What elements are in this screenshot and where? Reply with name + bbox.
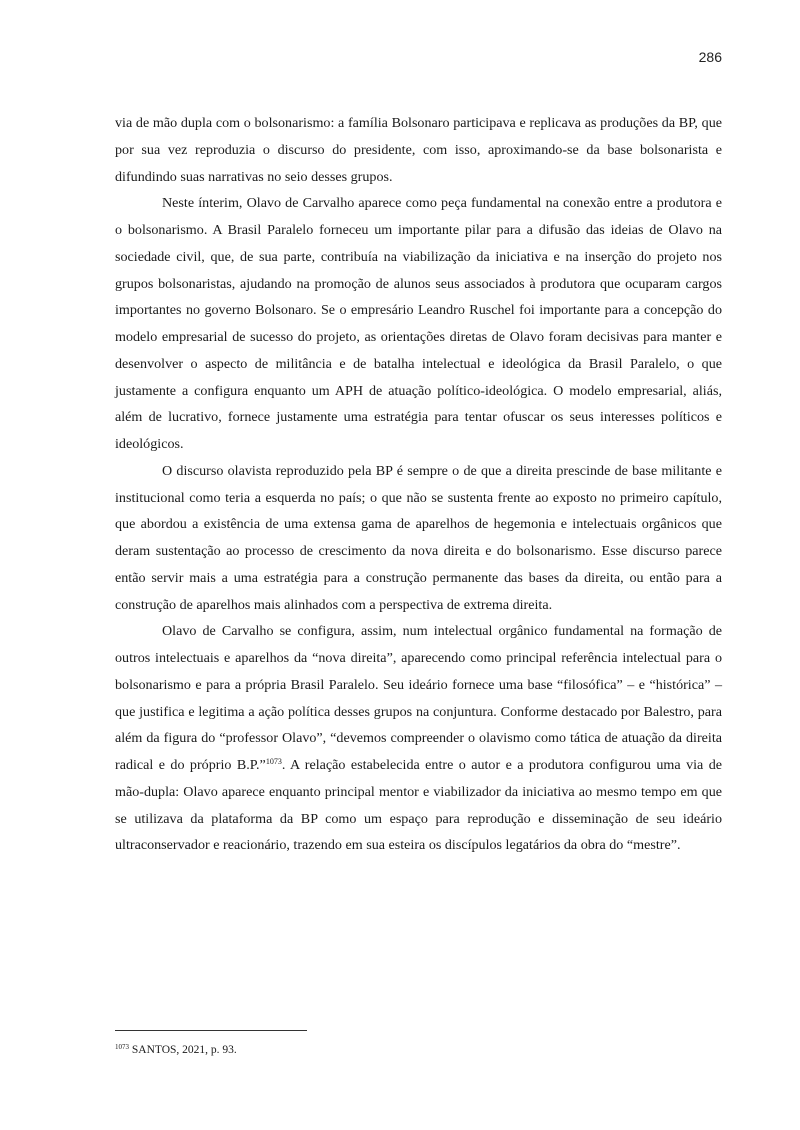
footnote-text: SANTOS, 2021, p. 93. <box>129 1044 237 1056</box>
footnote <box>115 1043 722 1057</box>
paragraph-4-text-before-note: Olavo de Carvalho se configura, assim, num intelectual orgânico fundamental na formação de outros intelectuais e aparelhos da “nova direita”, aparecendo como principal referência intelectual para o bolsonarismo e para a própria Brasil Paralelo. Seu ideário fornece uma base “filosófica” – e “histórica” – que justifica e legitima a ação política desses grupos na conjuntura. Conforme destacado por Balestro, para além da figura do “professor Olavo”, “devemos compreender o olavismo como tática de atuação da direita radical e do próprio B.P.” <box>115 623 722 773</box>
footnote-divider <box>115 1030 307 1031</box>
footnote-marker: 1073 <box>115 1043 129 1051</box>
body-text <box>115 110 722 859</box>
footnote-reference[interactable]: 1073 <box>265 757 282 766</box>
page-number: 286 <box>698 49 722 65</box>
paragraph-1: via de mão dupla com o bolsonarismo: a família Bolsonaro participava e replicava as produções da BP, que por sua vez reproduzia o discurso do presidente, com isso, aproximando-se da base bolsonarista e difundindo suas narrativas no seio desses grupos. <box>115 115 722 185</box>
paragraph-4 <box>115 618 722 859</box>
paragraph-3: O discurso olavista reproduzido pela BP é sempre o de que a direita prescinde de base militante e institucional como teria a esquerda no país; o que não se sustenta frente ao exposto no primeiro capítulo, que abordou a existência de uma extensa gama de aparelhos de hegemonia e intelectuais orgânicos que deram sustentação ao processo de crescimento da nova direita e do bolsonarismo. Esse discurso parece então servir mais a uma estratégia para a construção permanente das bases da direita, ou então para a construção de aparelhos mais alinhados com a perspectiva de extrema direita. <box>115 462 722 613</box>
paragraph-4-text-after-note: . A relação estabelecida entre o autor e a produtora configurou uma via de mão-dupla: Olavo aparece enquanto principal mentor e viabilizador da iniciativa ao mesmo tempo em que se utilizava da plataforma da BP como um espaço para reprodução e disseminação de seu ideário ultraconservador e reacionário, trazendo em sua esteira os discípulos legatários da obra do “mestre”. <box>115 757 723 854</box>
paragraph-2: Neste ínterim, Olavo de Carvalho aparece como peça fundamental na conexão entre a produtora e o bolsonarismo. A Brasil Paralelo forneceu um importante pilar para a difusão das ideias de Olavo na sociedade civil, que, de sua parte, contribuía na viabilização da iniciativa e na inserção do projeto nos grupos bolsonaristas, ajudando na promoção de alunos seus associados à produtora que ocuparam cargos importantes no governo Bolsonaro. Se o empresário Leandro Ruschel foi importante para a concepção do modelo empresarial de sucesso do projeto, as orientações diretas de Olavo foram decisivas para manter e desenvolver o aspecto de militância e de batalha intelectual e ideológica da Brasil Paralelo, o que justamente a configura enquanto um APH de atuação político-ideológica. O modelo empresarial, aliás, além de lucrativo, fornece justamente uma estratégia para tentar ofuscar os seus interesses políticos e ideológicos. <box>115 195 722 452</box>
